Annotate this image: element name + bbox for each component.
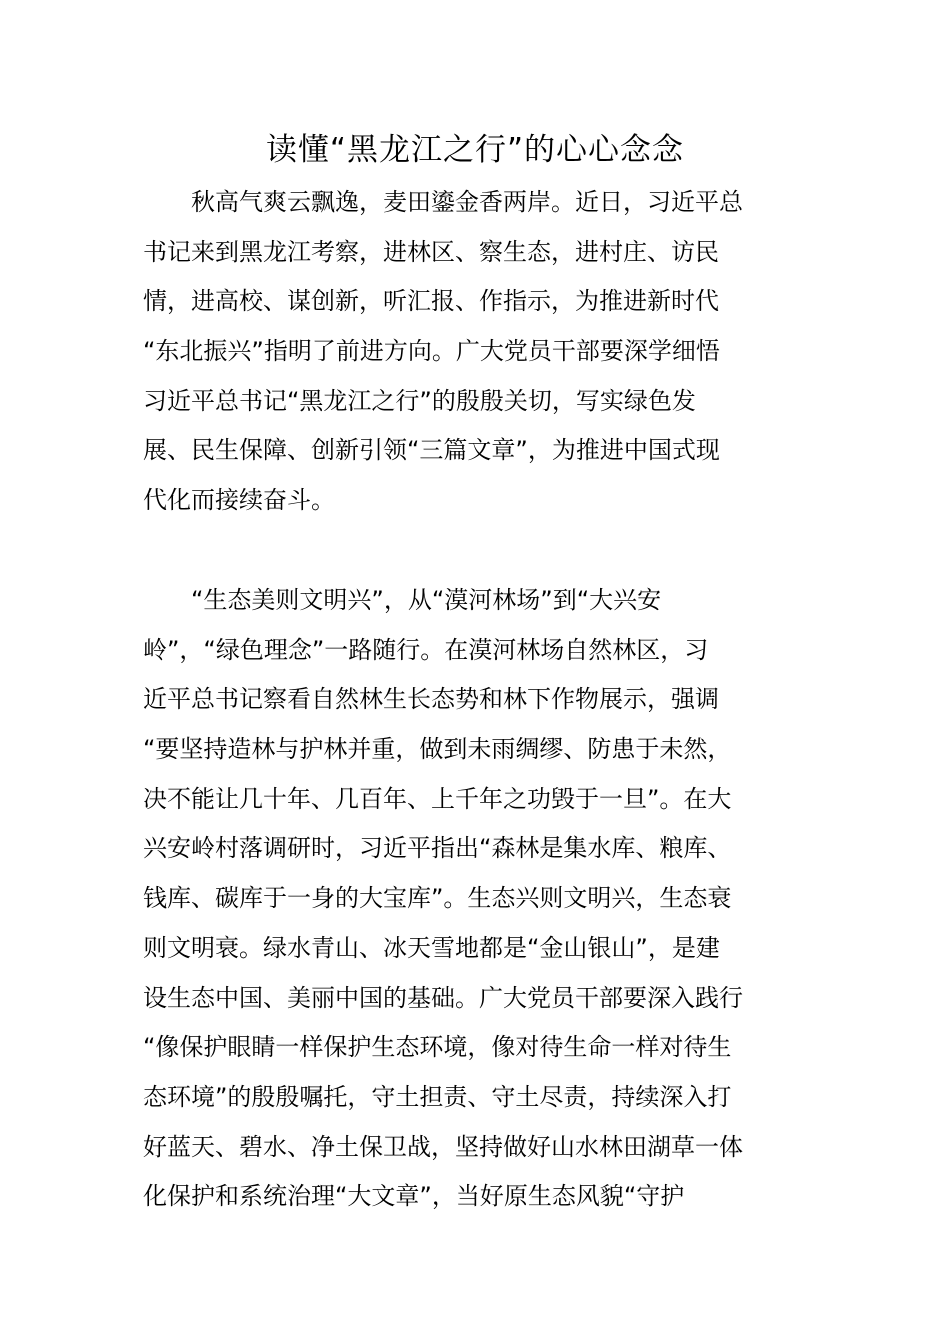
paragraph-1 [143, 178, 813, 526]
paragraph-line: “东北振兴”指明了前进方向。广大党员干部要深学细悟 [143, 337, 720, 366]
paragraph-line: 态环境”的殷殷嘱托，守土担责、守土尽责，持续深入打 [143, 1082, 732, 1111]
paragraph-line: 岭”，“绿色理念”一路随行。在漠河林场自然林区，习 [143, 635, 709, 664]
paragraph-line: 钱库、碳库于一身的大宝库”。生态兴则文明兴，生态衰 [143, 884, 732, 913]
paragraph-line: 近平总书记察看自然林生长态势和林下作物展示，强调 [143, 685, 719, 714]
paragraph-line: 书记来到黑龙江考察，进林区、察生态，进村庄、访民 [143, 237, 719, 266]
paragraph-line: 兴安岭村落调研时，习近平指出“森林是集水库、粮库、 [143, 834, 732, 863]
paragraph-line: 决不能让几十年、几百年、上千年之功毁于一旦”。在大 [143, 784, 732, 813]
paragraph-line: “像保护眼睛一样保护生态环境，像对待生命一样对待生 [143, 1033, 732, 1062]
paragraph-2 [143, 576, 813, 1222]
paragraph-line: 则文明衰。绿水青山、冰天雪地都是“金山银山”，是建 [143, 933, 720, 962]
document-title: 读懂“黑龙江之行”的心心念念 [265, 132, 685, 168]
paragraph-line: 好蓝天、碧水、净土保卫战，坚持做好山水林田湖草一体 [143, 1132, 743, 1161]
paragraph-line: 化保护和系统治理“大文章”，当好原生态风貌“守护 [143, 1182, 685, 1211]
paragraph-line: 情，进高校、谋创新，听汇报、作指示，为推进新时代 [143, 287, 719, 316]
paragraph-line: 代化而接续奋斗。 [143, 486, 335, 515]
paragraph-line: “生态美则文明兴”，从“漠河林场”到“大兴安 [143, 586, 662, 614]
paragraph-line: 秋高气爽云飘逸，麦田鎏金香两岸。近日，习近平总 [143, 188, 743, 216]
paragraph-line: 设生态中国、美丽中国的基础。广大党员干部要深入践行 [143, 983, 743, 1012]
paragraph-line: 展、民生保障、创新引领“三篇文章”，为推进中国式现 [143, 436, 720, 465]
paragraph-line: “要坚持造林与护林并重，做到未雨绸缪、防患于未然， [143, 735, 732, 764]
paragraph-line: 习近平总书记“黑龙江之行”的殷殷关切，写实绿色发 [143, 386, 696, 415]
